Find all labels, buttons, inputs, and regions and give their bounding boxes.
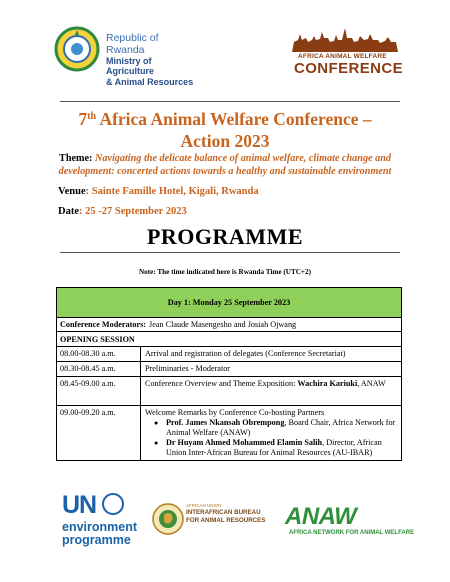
title-superscript: th xyxy=(87,111,97,122)
description-text: Conference Overview and Theme Exposition: xyxy=(145,379,298,388)
au-ibar-logo xyxy=(152,503,272,543)
au-ibar-line3: FOR ANIMAL RESOURCES xyxy=(186,517,266,524)
session-row: OPENING SESSION xyxy=(57,331,401,346)
title-line1: Africa Animal Welfare Conference – xyxy=(96,109,372,129)
anaw-logo-line2: AFRICA NETWORK FOR ANIMAL WELFARE xyxy=(289,530,415,536)
unep-logo xyxy=(62,491,146,546)
date-line xyxy=(58,206,187,217)
speaker-name: Prof. James Nkansah Obrempong xyxy=(166,418,285,427)
table-row xyxy=(57,361,401,376)
page-title xyxy=(50,106,400,152)
rwanda-ministry-logo xyxy=(54,26,199,87)
time-cell: 08.30-08.45 a.m. xyxy=(57,362,141,376)
description-cell xyxy=(141,406,401,460)
venue-label: Venue xyxy=(58,186,86,197)
conference-logo xyxy=(290,26,404,78)
timezone-note: Note: The time indicated here is Rwanda Time (UTC+2) xyxy=(138,268,312,276)
venue-value: : Sainte Famille Hotel, Kigali, Rwanda xyxy=(85,186,259,197)
anaw-logo xyxy=(285,503,415,543)
description-cell xyxy=(141,377,401,405)
bullet-icon: ● xyxy=(154,419,159,427)
day-header: Day 1: Monday 25 September 2023 xyxy=(57,288,401,317)
bullet-icon: ● xyxy=(154,439,159,447)
rwanda-seal-icon xyxy=(54,26,100,72)
list-item xyxy=(145,438,397,458)
unep-globe-icon xyxy=(102,493,124,515)
au-seal-icon xyxy=(152,503,184,535)
title-number: 7 xyxy=(78,109,88,129)
time-cell: 09.00-09.20 a.m. xyxy=(57,406,141,460)
programme-table xyxy=(56,287,402,461)
table-row xyxy=(57,376,401,405)
table-row xyxy=(57,405,401,460)
title-line2: Action 2023 xyxy=(180,131,270,151)
unep-logo-line2: programme xyxy=(62,533,131,547)
anaw-logo-line1: ANAW xyxy=(285,503,357,530)
moderators-label: Conference Moderators: xyxy=(60,320,147,329)
date-label: Date xyxy=(58,206,79,217)
au-ibar-line1: AFRICAN UNION xyxy=(186,503,222,508)
speaker-role: , Director, African Union Inter-African Bureau for Animal Resources (AU-IBAR) xyxy=(166,438,382,457)
speaker-role: , Board Chair, Africa Network for Animal Welfare (ANAW) xyxy=(166,418,396,437)
description-cell: Preliminaries - Moderator xyxy=(145,364,231,373)
animal-silhouettes-icon xyxy=(290,26,400,52)
theme-label: Theme xyxy=(59,153,90,164)
rwanda-logo-line2: Ministry of Agriculture xyxy=(106,56,155,77)
conference-logo-line1: AFRICA ANIMAL WELFARE xyxy=(298,53,387,60)
time-cell: 08.45-09.00 a.m. xyxy=(57,377,141,405)
time-cell: 08.00-08.30 a.m. xyxy=(57,347,141,361)
theme-block: Theme: Navigating the delicate balance of animal welfare, climate change and development: concerted actions towards a healthy and sustainable environment xyxy=(58,153,392,177)
header-divider xyxy=(60,101,400,102)
venue-line xyxy=(58,186,259,197)
moderators-row xyxy=(57,317,401,331)
au-ibar-line2: INTERAFRICAN BUREAU xyxy=(186,509,261,516)
theme-text: Navigating the delicate balance of animal welfare, climate change and development: concerted actions towards a healthy and sustainable environment xyxy=(58,153,392,177)
speaker-name: Dr Huyam Ahmed Mohammed Elamin Salih xyxy=(166,438,323,447)
table-row xyxy=(57,346,401,361)
date-value: : 25 -27 September 2023 xyxy=(79,206,187,217)
list-item xyxy=(145,418,397,438)
programme-divider xyxy=(60,252,400,253)
speaker-org: , ANAW xyxy=(357,379,386,388)
description-text: Welcome Remarks by Conference Co-hosting Partners xyxy=(145,408,325,417)
speaker-name: Wachira Kariuki xyxy=(297,379,358,388)
unep-logo-un: UN xyxy=(62,491,97,519)
description-cell: Arrival and registration of delegates (Conference Secretariat) xyxy=(145,349,346,358)
moderators-names: Jean Claude Masengesho and Josiah Ojwang xyxy=(149,320,297,329)
programme-heading: PROGRAMME xyxy=(146,224,304,249)
rwanda-logo-line1: Republic of Rwanda xyxy=(106,32,159,57)
conference-logo-line2: CONFERENCE xyxy=(294,60,404,77)
unep-logo-line1: environment xyxy=(62,520,138,534)
rwanda-logo-line3: & Animal Resources xyxy=(106,76,194,87)
